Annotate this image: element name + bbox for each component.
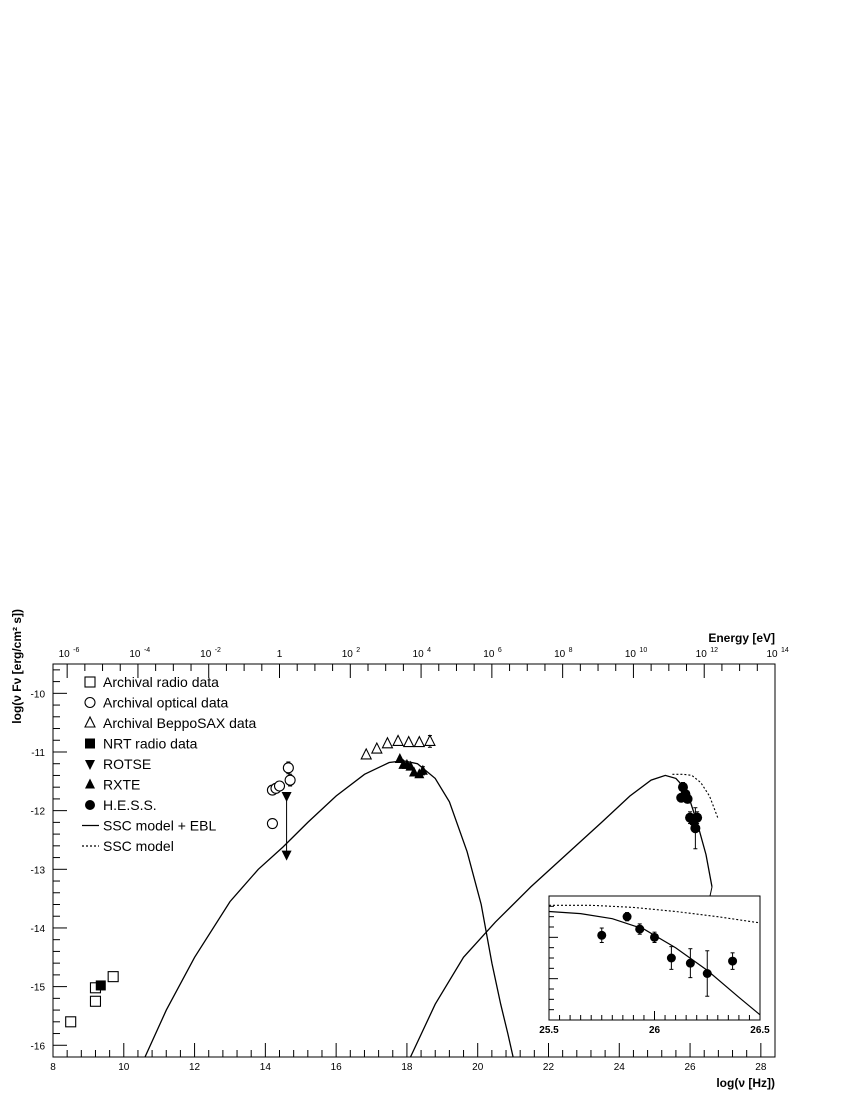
top-tick-label: 10 bbox=[412, 649, 424, 660]
legend-marker bbox=[85, 677, 95, 687]
top-tick-exponent: 8 bbox=[568, 647, 573, 654]
data-point bbox=[683, 794, 693, 804]
x-axis-label: log(ν [Hz]) bbox=[716, 1076, 775, 1090]
x-tick-label: 10 bbox=[118, 1062, 130, 1073]
legend-label: Archival optical data bbox=[103, 694, 229, 711]
legend bbox=[82, 674, 257, 854]
top-tick-label: 10 bbox=[200, 649, 212, 660]
inset-data-point bbox=[728, 957, 737, 966]
inset-data-point bbox=[703, 969, 712, 978]
inset-data-point bbox=[686, 959, 695, 968]
top-tick-exponent: 6 bbox=[497, 647, 502, 654]
legend-label: ROTSE bbox=[103, 756, 152, 772]
legend-label: RXTE bbox=[103, 776, 141, 793]
x-tick-label: 28 bbox=[755, 1062, 767, 1073]
inset-tick-label: 26.5 bbox=[750, 1025, 770, 1036]
y-axis-ticks bbox=[31, 670, 67, 1057]
legend-marker bbox=[85, 760, 95, 770]
legend-marker bbox=[85, 800, 95, 810]
inset-tick-label: 26 bbox=[648, 1025, 661, 1036]
top-tick-exponent: 14 bbox=[781, 647, 789, 654]
top-axis-label: Energy [eV] bbox=[708, 631, 775, 645]
x-tick-label: 14 bbox=[259, 1062, 271, 1073]
top-tick-exponent: -4 bbox=[143, 647, 151, 654]
y-tick-label: -14 bbox=[30, 923, 45, 935]
data-point bbox=[108, 972, 118, 982]
legend-label: SSC model + EBL bbox=[103, 817, 217, 834]
y-tick-label: -11 bbox=[31, 747, 45, 759]
data-point bbox=[393, 735, 403, 745]
top-tick-label: 10 bbox=[554, 649, 566, 660]
data-point bbox=[692, 813, 702, 823]
y-tick-label: -12 bbox=[30, 806, 45, 818]
data-point bbox=[382, 738, 392, 748]
top-tick-exponent: 12 bbox=[710, 647, 719, 654]
inset-data-point bbox=[667, 954, 676, 963]
top-tick-label: 10 bbox=[695, 649, 707, 660]
data-point bbox=[282, 792, 292, 802]
data-point bbox=[90, 996, 100, 1006]
data-point bbox=[285, 775, 295, 785]
inset-connector bbox=[710, 887, 712, 896]
y-tick-label: -13 bbox=[30, 865, 45, 877]
y-tick-label: -15 bbox=[30, 982, 45, 994]
y-tick-label: -16 bbox=[30, 1041, 45, 1053]
top-tick-exponent: -6 bbox=[73, 647, 80, 654]
inset-data-point bbox=[623, 912, 632, 921]
inset-data-point bbox=[635, 925, 644, 934]
data-point bbox=[414, 737, 424, 747]
legend-marker bbox=[85, 739, 95, 749]
x-tick-label: 12 bbox=[189, 1062, 201, 1073]
data-point bbox=[361, 749, 371, 759]
x-tick-label: 26 bbox=[684, 1062, 696, 1073]
x-tick-label: 22 bbox=[542, 1062, 555, 1073]
x-tick-label: 20 bbox=[472, 1062, 484, 1073]
x-tick-label: 18 bbox=[401, 1062, 413, 1073]
legend-marker bbox=[85, 717, 95, 727]
synchrotron-curve bbox=[145, 761, 513, 1057]
data-point bbox=[690, 823, 700, 833]
legend-label: NRT radio data bbox=[103, 735, 198, 752]
data-point bbox=[425, 735, 435, 745]
data-point bbox=[267, 819, 277, 829]
x-tick-label: 16 bbox=[330, 1062, 342, 1073]
top-tick-label: 10 bbox=[624, 649, 636, 660]
data-point bbox=[275, 781, 285, 791]
inset-panel bbox=[539, 887, 770, 1036]
x-tick-label: 8 bbox=[50, 1062, 56, 1073]
top-tick-label: 10 bbox=[129, 649, 141, 660]
x-axis-ticks bbox=[50, 1043, 775, 1073]
y-tick-label: -10 bbox=[30, 689, 45, 701]
top-tick-exponent: -2 bbox=[214, 647, 221, 654]
top-tick-label: 10 bbox=[483, 649, 495, 660]
data-point bbox=[282, 851, 292, 861]
data-point bbox=[404, 737, 414, 747]
legend-marker bbox=[85, 779, 95, 789]
inset-data-point bbox=[597, 931, 606, 940]
x-tick-label: 24 bbox=[613, 1062, 625, 1073]
legend-label: Archival BeppoSAX data bbox=[103, 715, 257, 731]
inset-data-point bbox=[650, 933, 659, 942]
top-tick-label: 10 bbox=[58, 649, 70, 660]
legend-label: H.E.S.S. bbox=[103, 797, 157, 813]
top-tick-exponent: 2 bbox=[356, 647, 361, 654]
inset-tick-label: 25.5 bbox=[539, 1025, 559, 1036]
data-point bbox=[372, 743, 382, 753]
top-tick-label: 10 bbox=[341, 649, 353, 660]
y-axis-label: log(ν Fν [erg/cm² s]) bbox=[10, 609, 24, 724]
data-point bbox=[66, 1017, 76, 1027]
top-tick-label: 1 bbox=[276, 649, 283, 660]
legend-marker bbox=[85, 698, 95, 708]
top-tick-exponent: 10 bbox=[639, 647, 648, 654]
data-point bbox=[96, 980, 106, 990]
top-tick-exponent: 4 bbox=[427, 647, 431, 654]
top-tick-label: 10 bbox=[766, 649, 778, 660]
data-point bbox=[283, 763, 293, 773]
legend-label: Archival radio data bbox=[103, 674, 219, 690]
inset-border bbox=[549, 896, 760, 1020]
legend-label: SSC model bbox=[103, 838, 174, 854]
